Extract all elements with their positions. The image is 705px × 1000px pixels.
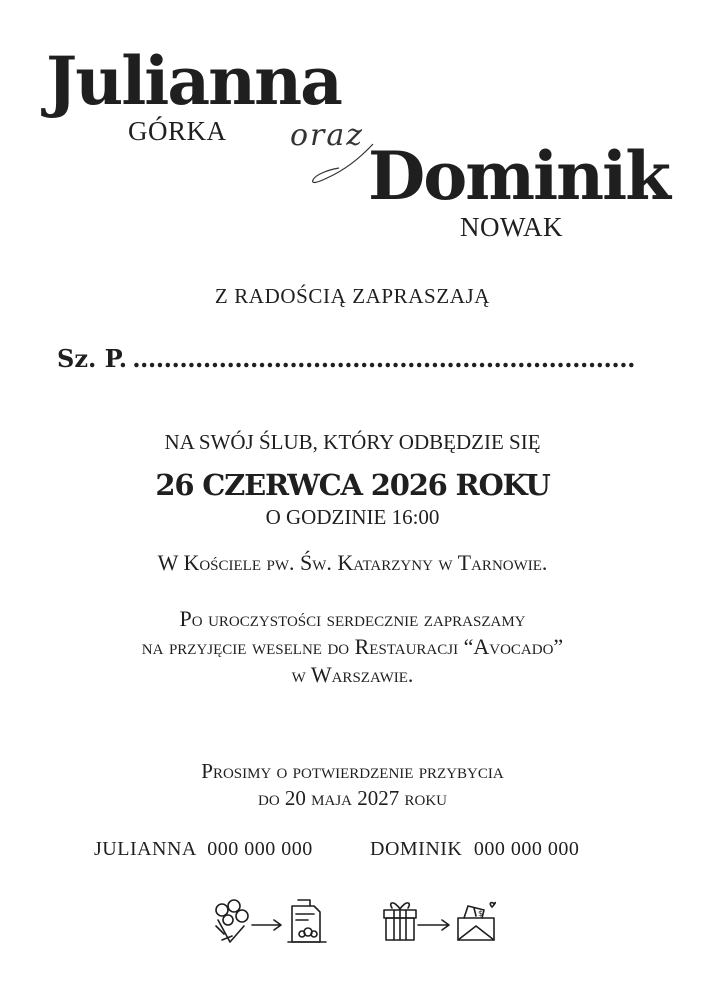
reception-line-1: Po uroczystości serdecznie zapraszamy xyxy=(179,606,526,631)
bride-first-name: Julianna xyxy=(46,42,341,120)
contact-bride xyxy=(94,838,313,861)
svg-text:$: $ xyxy=(478,909,484,918)
event-time: O GODZINIE 16:00 xyxy=(265,505,440,529)
flower-box-icon xyxy=(284,896,330,946)
event-line: NA SWÓJ ŚLUB, KTÓRY ODBĘDZIE SIĘ xyxy=(164,430,541,454)
guest-label: Sz. P. xyxy=(57,344,128,373)
event-date: 26 CZERWCA 2026 ROKU xyxy=(155,468,550,502)
connector-oraz: oraz xyxy=(290,118,365,153)
bride-last-name: GÓRKA xyxy=(128,116,227,146)
flowers-icon xyxy=(208,896,256,946)
guest-dots: ................................................................ xyxy=(132,344,635,373)
contact-bride-phone: 000 000 000 xyxy=(207,838,313,860)
reception-line-3: w Warszawie. xyxy=(291,662,414,687)
gift-icon xyxy=(380,896,420,944)
contact-groom-name: DOMINIK xyxy=(370,838,463,860)
intro-text: Z RADOŚCIĄ ZAPRASZAJĄ xyxy=(214,284,491,308)
arrow-icon xyxy=(416,918,452,932)
rsvp-line-2: do 20 maja 2027 roku xyxy=(257,786,447,810)
rsvp-line-1: Prosimy o potwierdzenie przybycia xyxy=(201,759,504,783)
church-line: W Kościele pw. Św. Katarzyny w Tarnowie. xyxy=(157,550,548,575)
money-envelope-icon xyxy=(454,896,502,944)
arrow-icon xyxy=(250,918,284,932)
contact-groom xyxy=(370,838,579,861)
contact-groom-phone: 000 000 000 xyxy=(473,838,580,860)
contact-bride-name: JULIANNA xyxy=(94,838,196,860)
reception-line-2: na przyjęcie weselne do Restauracji “Avocado” xyxy=(141,634,564,659)
guest-line xyxy=(57,344,635,373)
groom-first-name: Dominik xyxy=(368,137,669,215)
groom-last-name: NOWAK xyxy=(460,212,563,242)
